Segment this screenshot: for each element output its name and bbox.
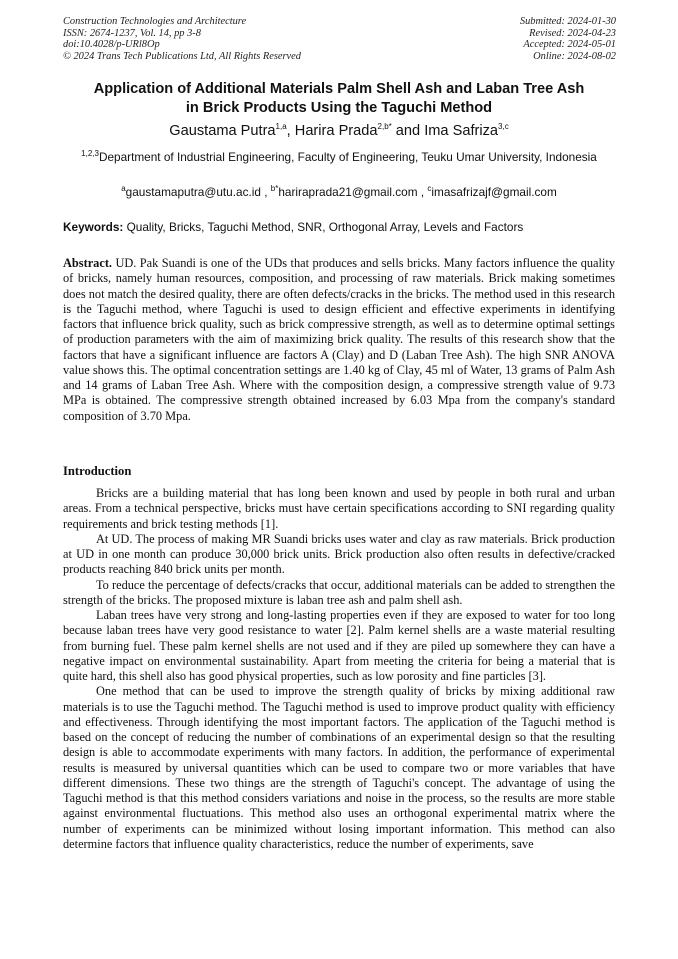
paragraph: Laban trees have very strong and long-lasting properties even if they are exposed to water for too long because laban trees have very good resistance to water [2]. Palm kernel shells are a waste material resulting from burning fuel. These palm kernel shells are not used and if they are piled up somewhere they can have a negative impact on environmental sustainability. Apart from meeting the criteria for being a material that is quite hard, this shell also has good physical properties, such as low porosity and fine particles [3]. [63, 608, 615, 683]
author-affiliation-mark: 2,b* [377, 122, 392, 132]
journal-header-left [63, 16, 301, 62]
paper-title-line: Application of Additional Materials Palm Shell Ash and Laban Tree Ash [93, 81, 585, 97]
submitted-date: Submitted: 2024-01-30 [519, 16, 616, 27]
email-mark: b* [270, 184, 279, 194]
abstract [63, 256, 615, 424]
email-mark: a [121, 184, 126, 194]
affiliation-text: Department of Industrial Engineering, Faculty of Engineering, Teuku Umar University, Indonesia [98, 150, 597, 164]
email-mark: c [427, 184, 432, 194]
email-link[interactable]: hariraprada21@gmail.com [278, 185, 418, 199]
author-separator: , [286, 123, 295, 139]
author-separator: and [391, 123, 425, 139]
keywords-label: Keywords: [63, 220, 124, 234]
revised-date: Revised: 2024-04-23 [529, 27, 616, 39]
journal-header-right [520, 16, 616, 62]
keywords [63, 220, 615, 235]
paragraph: One method that can be used to improve the strength quality of bricks by mixing additional raw materials is to use the Taguchi method. The Taguchi method is used to improve product quality with efficiency and effectiveness. Through identifying the most important factors. The application of the Taguchi method is based on the concept of reducing the number of combinations of an experimental design so that the resulting design is able to accommodate experiments with many factors. In addition, the performance of experimental results is measured by universal quantities which can be used to compare two or more variables that have different dimensions. These two things are the strength of Taguchi's concept. The advantage of using the Taguchi method is that this method considers variations and noise in the process, so the results are more stable against environmental fluctuations. This method also uses an orthogonal experimental matrix where the number of experiments can be minimized without losing important information. This method can also determine factors that influence quality characteristics, reduce the number of experiments, save [63, 684, 615, 851]
journal-issn: ISSN: 2674-1237, Vol. 14, pp 3-8 [63, 27, 201, 39]
paper-title-line: in Brick Products Using the Taguchi Method [185, 100, 493, 116]
introduction-body [63, 486, 615, 852]
author-list [40, 122, 638, 140]
journal-copyright: © 2024 Trans Tech Publications Ltd, All Rights Reserved [63, 50, 301, 62]
accepted-date: Accepted: 2024-05-01 [523, 39, 616, 51]
author-name: Ima Safriza [424, 123, 499, 139]
paper-title [40, 80, 638, 118]
author-affiliation-mark: 1,a [275, 122, 287, 132]
author-affiliation-mark: 3,c [498, 122, 509, 132]
author-emails [40, 185, 638, 200]
email-separator: , [417, 185, 428, 199]
author-name: Harira Prada [294, 123, 378, 139]
abstract-label: Abstract. [63, 256, 113, 270]
author-name: Gaustama Putra [169, 123, 276, 139]
journal-name: Construction Technologies and Architecture [63, 16, 247, 27]
paragraph: Bricks are a building material that has long been known and used by people in both rural and urban areas. From a technical perspective, bricks must have certain specifications according to SNI regarding quality requirements and brick testing methods [1]. [63, 486, 615, 531]
introduction-heading: Introduction [63, 464, 132, 478]
journal-doi[interactable]: doi:10.4028/p-URl8Op [63, 39, 160, 51]
email-link[interactable]: imasafrizajf@gmail.com [431, 185, 557, 199]
paragraph: To reduce the percentage of defects/cracks that occur, additional materials can be added to strengthen the strength of the bricks. The proposed mixture is laban tree ash and palm shell ash. [63, 577, 615, 607]
online-date: Online: 2024-08-02 [533, 50, 616, 62]
keywords-text: Quality, Bricks, Taguchi Method, SNR, Orthogonal Array, Levels and Factors [123, 220, 524, 234]
affiliation [80, 150, 598, 166]
email-link[interactable]: gaustamaputra@utu.ac.id [125, 185, 261, 199]
email-separator: , [260, 185, 271, 199]
affiliation-mark: 1,2,3 [81, 149, 99, 159]
abstract-text: UD. Pak Suandi is one of the UDs that produces and sells bricks. Many factors influence the quality of bricks, namely human resources, composition, and processing of raw materials. Brick making sometimes does not match the desired quality, there are often defects/cracks in the bricks. The method used in this research is the Taguchi method, where Taguchi is used to design efficient and effective experiments in identifying factors that influence brick quality, such as brick compressive strength, as well as to determine optimal settings of production parameters with the aim of maximizing brick quality. The results of this research show that the factors that have a significant influence are factors A (Clay) and D (Laban Tree Ash). The high SNR ANOVA value shows this. The optimal concentration settings are 1.40 kg of Clay, 45 ml of Water, 13 grams of Palm Ash and 14 grams of Laban Tree Ash. Where with the composition design, a compressive strength value of 9.73 MPa is obtained. The compressive strength obtained increased by 6.03 Mpa from the company's standard composition of 3.70 Mpa. [63, 256, 615, 423]
paragraph: At UD. The process of making MR Suandi bricks uses water and clay as raw materials. Brick production at UD in one month can produce 30,000 brick units. Brick production also often results in defective/cracked products reaching 840 brick units per month. [63, 531, 615, 577]
